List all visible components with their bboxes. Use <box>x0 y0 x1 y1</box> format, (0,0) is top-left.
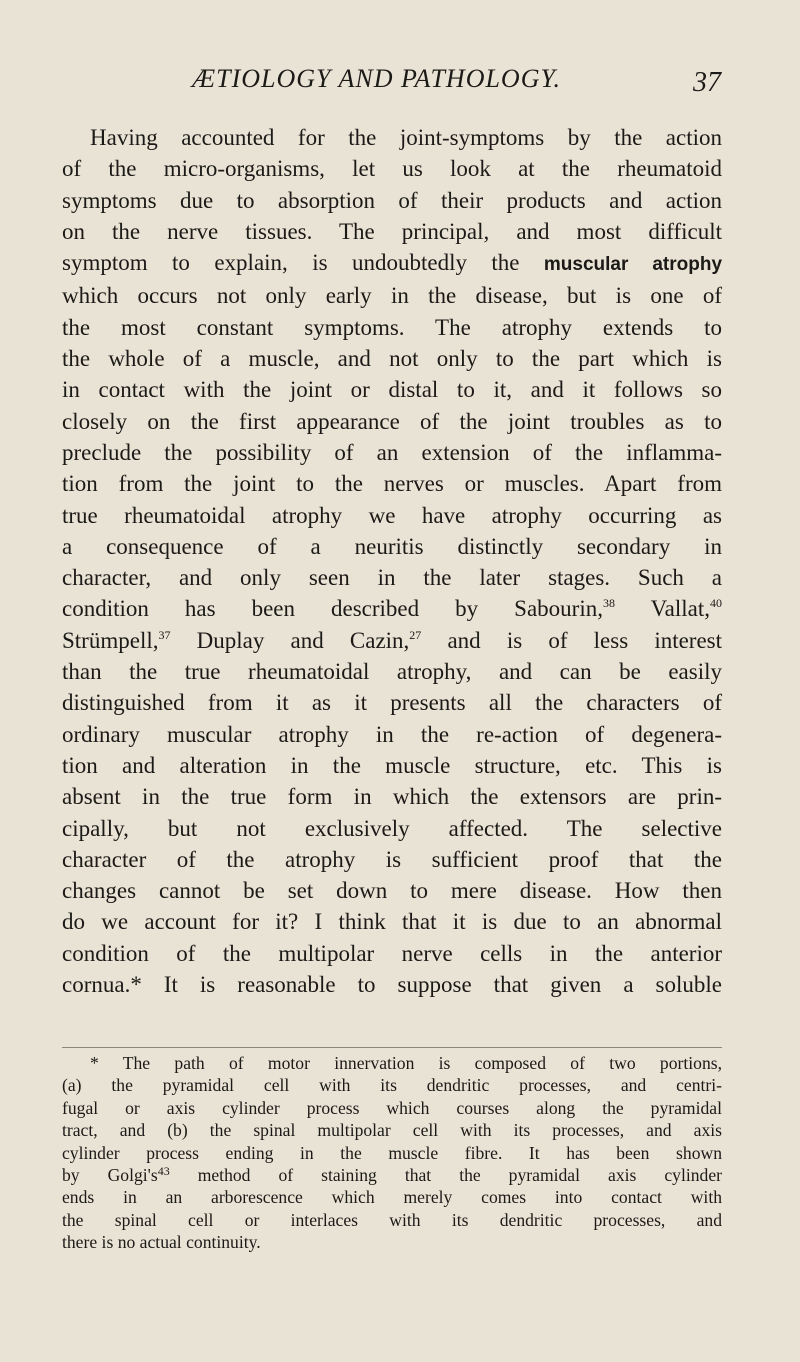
reference-superscript: 27 <box>409 627 422 642</box>
text-line: tion from the joint to the nerves or muscles. Apart from <box>62 471 722 497</box>
text-line: cipally, but not exclusively affected. The selective <box>62 815 722 841</box>
text-run: Vallat, <box>650 596 710 622</box>
text-run: and is of less interest <box>447 627 723 653</box>
text-run: symptom to explain, is undoubtedly the <box>62 250 520 276</box>
footnote-line: the spinal cell or interlaces with its dendritic processes, and <box>62 1209 722 1230</box>
text-line: symptoms due to absorption of their products and action <box>62 187 722 213</box>
text-line: Having accounted for the joint-symptoms by the action <box>90 125 722 150</box>
text-line: do we account for it? I think that it is due to an abnormal <box>62 909 722 935</box>
text-line: character of the atrophy is sufficient proof that the <box>62 846 722 872</box>
text-run: by Golgi's <box>62 1165 158 1186</box>
reference-superscript: 43 <box>157 1164 170 1179</box>
body-text <box>62 122 722 1000</box>
footnote-rule <box>62 1047 722 1048</box>
reference-superscript: 40 <box>710 596 722 611</box>
text-line: cornua.* It is reasonable to suppose that given a soluble <box>62 972 722 998</box>
text-line: closely on the first appearance of the joint troubles as to <box>62 408 722 434</box>
text-line: tion and alteration in the muscle structure, etc. This is <box>62 752 722 778</box>
text-run: method of staining that the pyramidal axis cylinder <box>197 1165 722 1186</box>
text-line: which occurs not only early in the disease, but is one of <box>62 283 722 309</box>
running-title: ÆTIOLOGY AND PATHOLOGY. <box>192 64 562 93</box>
text-line: the most constant symptoms. The atrophy extends to <box>62 314 722 340</box>
text-line <box>62 593 722 624</box>
running-head <box>0 64 800 114</box>
footnote-line: there is no actual continuity. <box>62 1232 261 1253</box>
footnote-line: cylinder process ending in the muscle fibre. It has been shown <box>62 1142 722 1163</box>
text-line: in contact with the joint or distal to it, and it follows so <box>62 377 722 403</box>
text-line: absent in the true form in which the extensors are prin- <box>62 784 722 810</box>
footnote <box>62 1052 722 1254</box>
text-line: character, and only seen in the later stages. Such a <box>62 565 722 591</box>
text-line: preclude the possibility of an extension of the inflamma- <box>62 439 722 465</box>
footnote-line: * The path of motor innervation is composed of two portions, <box>90 1053 722 1073</box>
footnote-line: (a) the pyramidal cell with its dendritic processes, and centri- <box>62 1075 722 1096</box>
text-line <box>62 625 722 656</box>
text-line: of the micro-organisms, let us look at the rheumatoid <box>62 156 722 182</box>
text-line: distinguished from it as it presents all the characters of <box>62 690 722 716</box>
footnote-line: tract, and (b) the spinal multipolar cell with its processes, and axis <box>62 1120 722 1141</box>
footnote-line <box>62 1164 722 1186</box>
text-line: ordinary muscular atrophy in the re-action of degenera- <box>62 721 722 747</box>
text-line: than the true rheumatoidal atrophy, and can be easily <box>62 659 722 685</box>
text-line: a consequence of a neuritis distinctly secondary in <box>62 533 722 559</box>
text-line <box>62 247 722 280</box>
text-line: the whole of a muscle, and not only to the part which is <box>62 346 722 372</box>
footnote-line: fugal or axis cylinder process which courses along the pyramidal <box>62 1097 722 1118</box>
reference-superscript: 37 <box>158 627 171 642</box>
text-run: Strümpell, <box>62 627 159 653</box>
text-line: changes cannot be set down to mere disease. How then <box>62 878 722 904</box>
text-line: on the nerve tissues. The principal, and most difficult <box>62 218 722 244</box>
text-run: Duplay and Cazin, <box>196 627 410 653</box>
text-line: true rheumatoidal atrophy we have atrophy occurring as <box>62 502 722 528</box>
footnote-line: ends in an arborescence which merely comes into contact with <box>62 1187 722 1208</box>
text-run: condition has been described by Sabourin, <box>62 596 603 622</box>
emphasis-muscular-atrophy: muscular atrophy <box>543 254 723 276</box>
page-number: 37 <box>693 67 721 98</box>
text-line: condition of the multipolar nerve cells in the anterior <box>62 940 722 966</box>
reference-superscript: 38 <box>602 596 615 611</box>
